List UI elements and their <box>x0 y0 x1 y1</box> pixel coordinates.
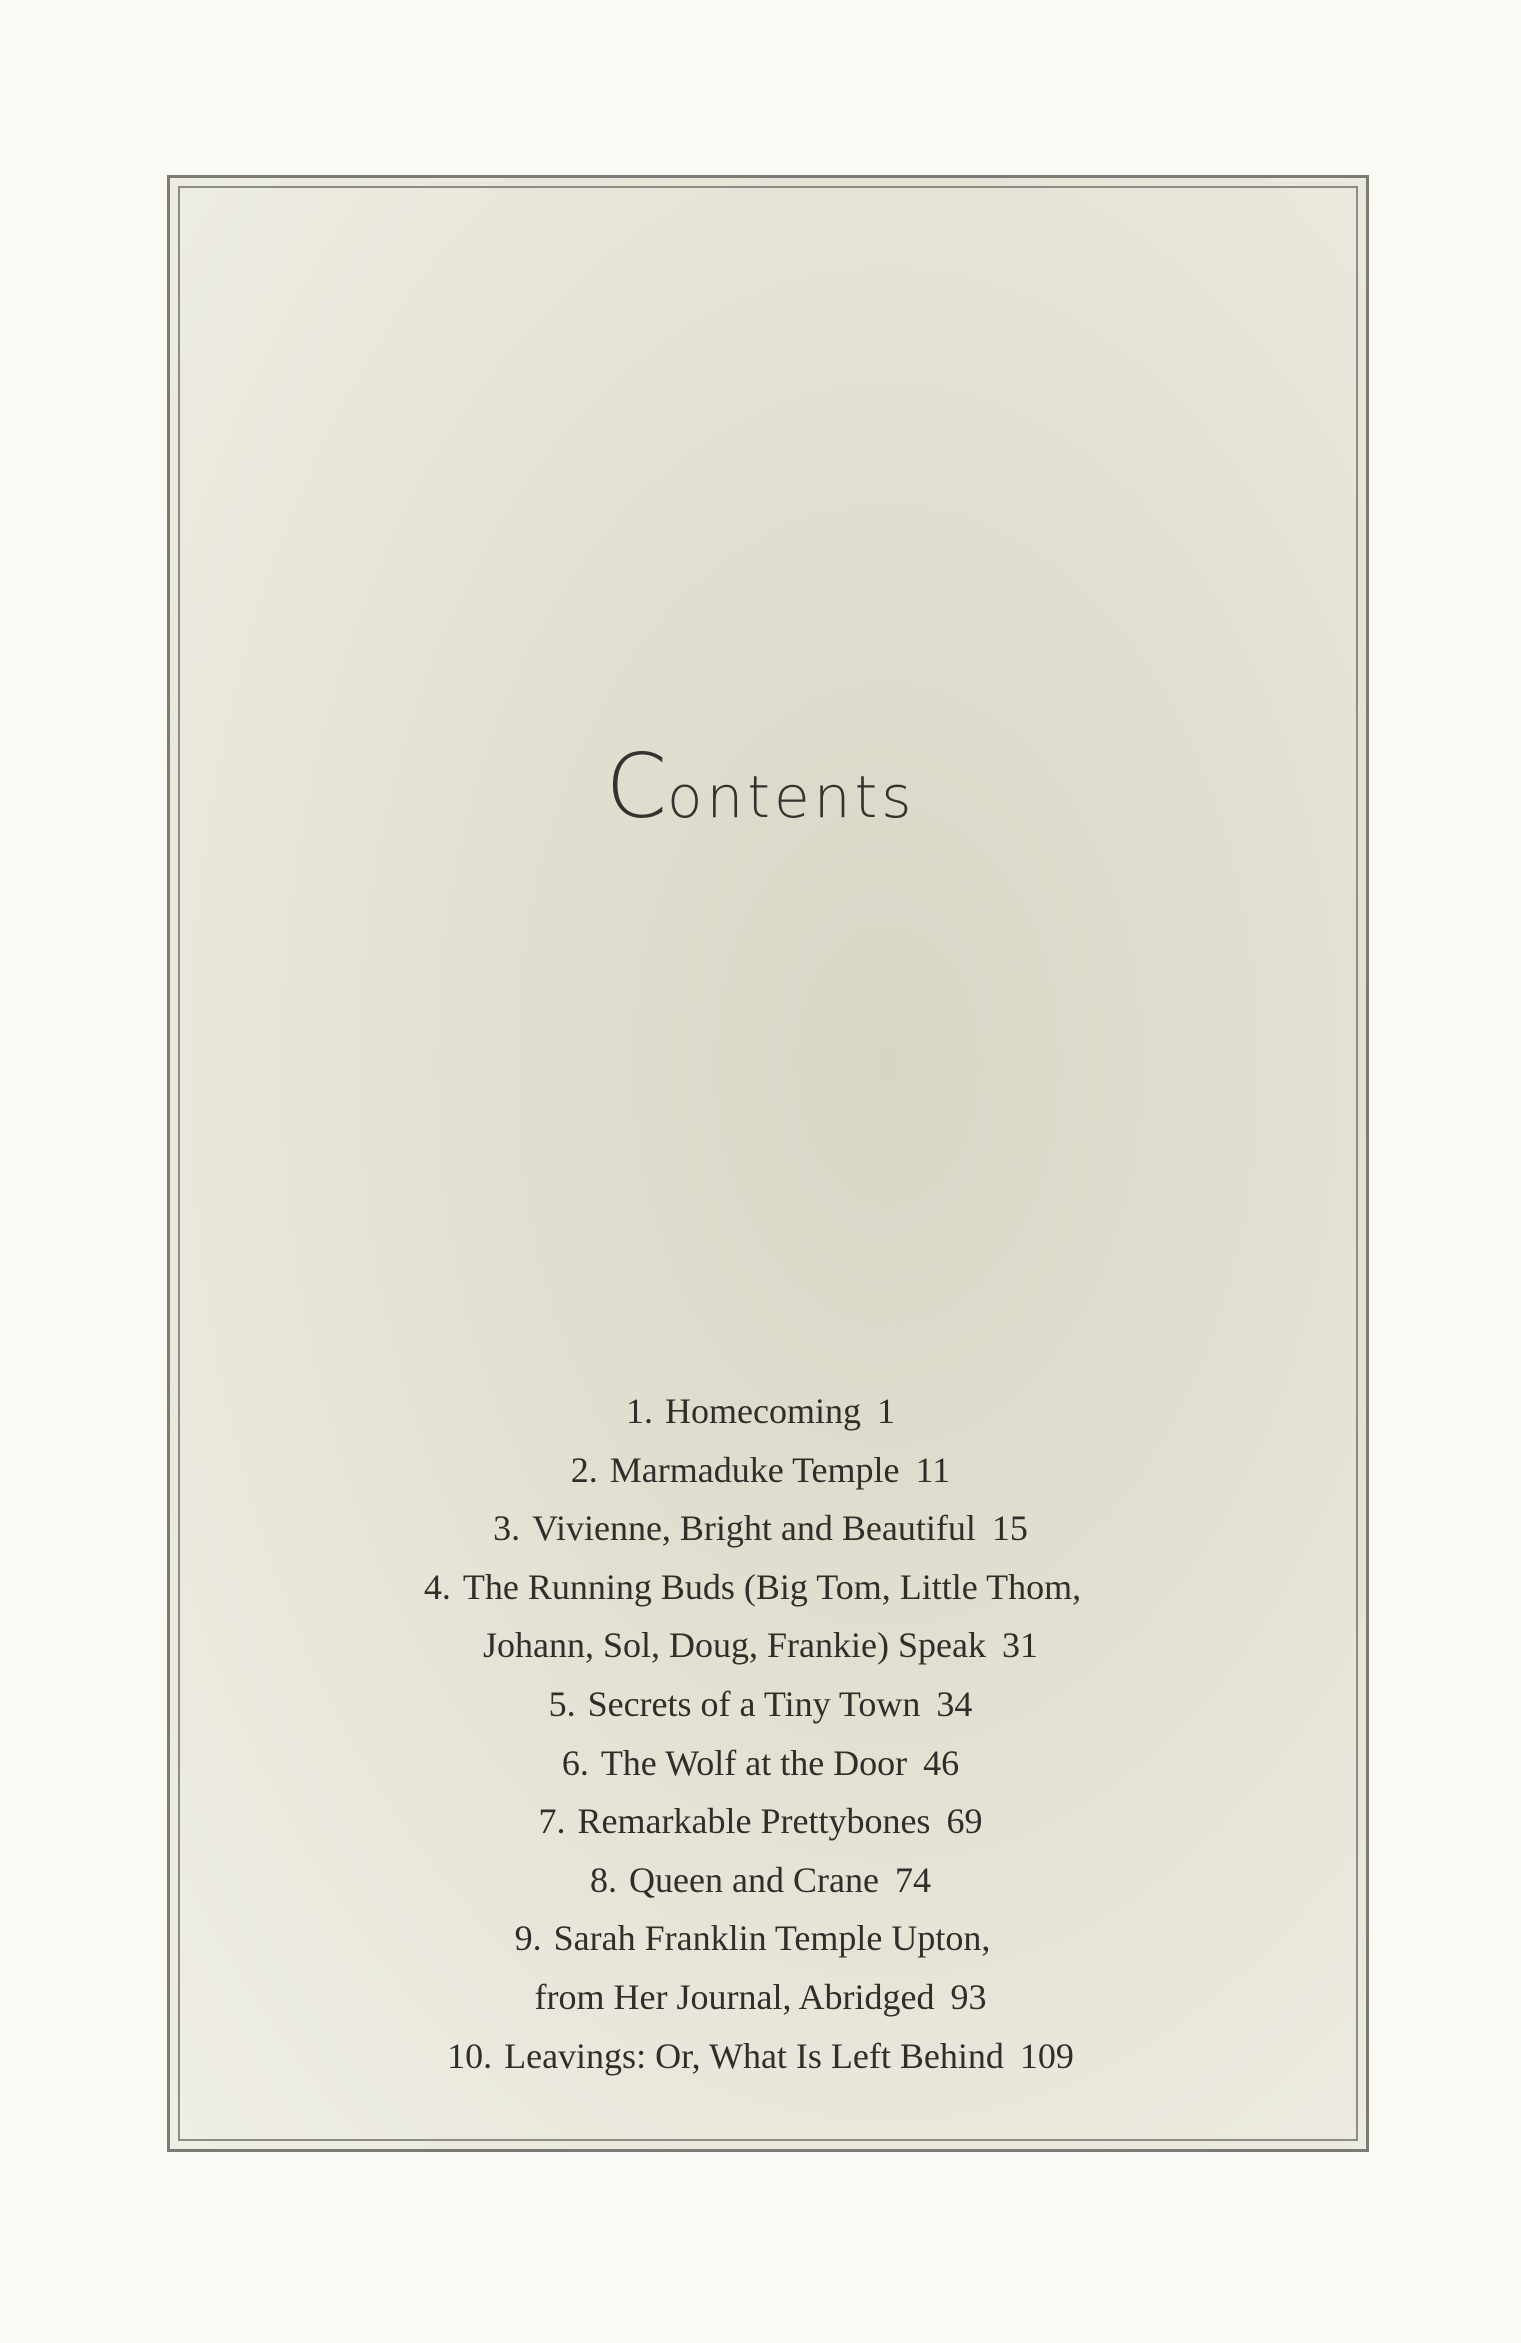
chapter-number: 4. <box>423 1566 451 1607</box>
chapter-title: Johann, Sol, Doug, Frankie) Speak <box>483 1625 986 1666</box>
toc-entry[interactable] <box>0 1499 1521 1558</box>
page-number: 74 <box>894 1859 931 1900</box>
chapter-title: Marmaduke Temple <box>609 1449 900 1490</box>
toc-entry[interactable] <box>0 1382 1521 1441</box>
table-of-contents <box>0 1382 1521 2085</box>
toc-entry-continuation[interactable] <box>0 1616 1521 1675</box>
contents-heading: Contents <box>605 735 916 838</box>
page-number: 34 <box>936 1683 973 1724</box>
page-number: 109 <box>1019 2035 1074 2076</box>
chapter-number: 3. <box>493 1508 521 1549</box>
toc-entry[interactable] <box>0 1909 1521 1968</box>
chapter-number: 5. <box>548 1683 576 1724</box>
page-number: 15 <box>991 1508 1028 1549</box>
chapter-title: Vivienne, Bright and Beautiful <box>532 1508 976 1549</box>
page-number: 1 <box>876 1391 895 1431</box>
chapter-title: Secrets of a Tiny Town <box>587 1683 921 1724</box>
toc-entry[interactable] <box>0 1558 1521 1617</box>
toc-entry[interactable] <box>0 1441 1521 1500</box>
page-number: 93 <box>950 1976 987 2017</box>
chapter-title: Queen and Crane <box>629 1859 879 1900</box>
page-number: 46 <box>923 1742 960 1783</box>
chapter-title: The Wolf at the Door <box>600 1742 908 1783</box>
chapter-title: Leavings: Or, What Is Left Behind <box>504 2035 1004 2076</box>
chapter-title: from Her Journal, Abridged <box>534 1976 935 2017</box>
chapter-number: 1. <box>626 1391 654 1431</box>
chapter-number: 9. <box>514 1918 542 1959</box>
chapter-title: Remarkable Prettybones <box>577 1801 931 1842</box>
chapter-number: 10. <box>447 2035 493 2076</box>
toc-entry[interactable] <box>0 1792 1521 1851</box>
toc-entry-continuation[interactable] <box>0 1968 1521 2027</box>
chapter-number: 2. <box>570 1449 598 1490</box>
page-number: 69 <box>946 1801 983 1842</box>
chapter-title: The Running Buds (Big Tom, Little Thom, <box>462 1566 1082 1607</box>
toc-entry[interactable] <box>0 1851 1521 1910</box>
chapter-number: 7. <box>538 1801 566 1842</box>
chapter-title: Homecoming <box>665 1391 861 1431</box>
toc-entry[interactable] <box>0 1734 1521 1793</box>
chapter-number: 8. <box>590 1859 618 1900</box>
toc-entry[interactable] <box>0 2027 1521 2086</box>
page-number: 31 <box>1001 1625 1038 1666</box>
toc-entry[interactable] <box>0 1675 1521 1734</box>
page-number: 11 <box>915 1449 951 1490</box>
chapter-number: 6. <box>561 1742 589 1783</box>
chapter-title: Sarah Franklin Temple Upton, <box>553 1918 991 1959</box>
